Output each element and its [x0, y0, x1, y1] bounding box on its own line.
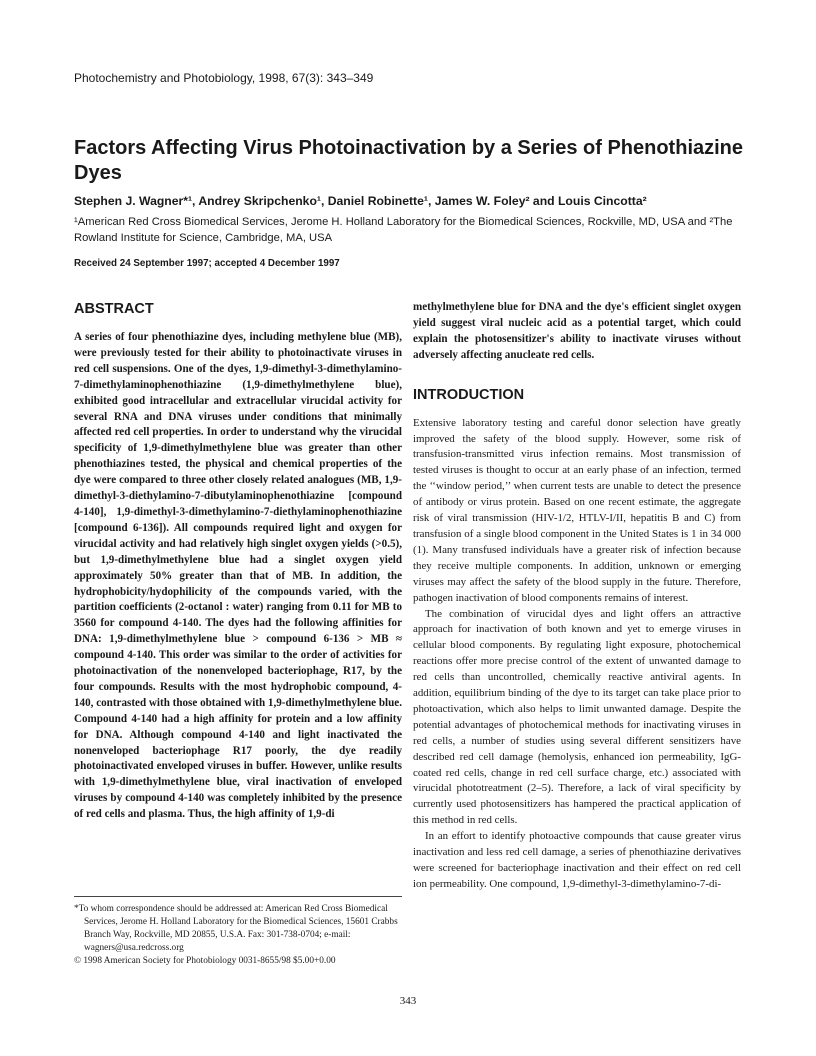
- right-column: [413, 300, 741, 893]
- intro-paragraph: Extensive laboratory testing and careful donor selection have greatly improved the safety of the blood supply. However, some risk of transfusion-transmitted virus infection remains. Most transmission of tested viruses is thought to occur at an early phase of an infection, termed the ‘‘window period,’’ when current tests are unable to detect the presence of antibody or virus protein. Based on one recent estimate, the aggregate risk of viral transmission (HIV-1/2, HTLV-I/II, hepatitis B and C) from transfusion of a single blood component in the United States is 1 in 34 000 (1). Many transfused individuals have a greater risk of infection because they receive multiple components. In addition, unknown or emerging viruses may affect the safety of the blood supply in the future. Therefore, pathogen inactivation of blood components remains of interest.: [413, 416, 741, 604]
- left-column: [74, 300, 402, 823]
- footnotes: [74, 903, 402, 968]
- introduction-heading: INTRODUCTION: [413, 386, 525, 403]
- journal-citation: Photochemistry and Photobiology, 1998, 67(3): 343–349: [74, 71, 374, 85]
- affiliations: ¹American Red Cross Biomedical Services, Jerome H. Holland Laboratory for the Biomedical Sciences, Rockville, MD, USA and ²The Rowland Institute for Science, Cambridge, MA, USA: [74, 216, 733, 244]
- abstract-continuation: methylmethylene blue for DNA and the dye's efficient singlet oxygen yield suggest viral nucleic acid as a potential target, which could explain the photosensitizer's ability to inactivate viruses without adversely affecting anucleate red cells.: [413, 301, 741, 361]
- abstract-heading: ABSTRACT: [74, 301, 154, 317]
- received-dates: Received 24 September 1997; accepted 4 December 1997: [74, 258, 340, 269]
- correspondence-footnote: *To whom correspondence should be addressed at: American Red Cross Biomedical Services, Jerome H. Holland Laboratory for the Biomedical Sciences, 15601 Crabbs Branch Way, Rockville, MD 20855, U.S.A. Fax: 301-738-0704; e-mail: wagners@usa.redcross.org: [74, 904, 398, 953]
- page-number: 343: [399, 995, 417, 1007]
- abstract-body: A series of four phenothiazine dyes, including methylene blue (MB), were previously tested for their ability to photoinactivate viruses in red cell suspensions. One of the dyes, 1,9-dimethyl-3-dimethylamino-7-dimethylaminophenothiazine (1,9-dimethylmethylene blue), exhibited good intracellular and extracellular virucidal activity for several RNA and DNA viruses under conditions that minimally affected red cell properties. In order to understand why the virucidal specificity of 1,9-dimethylmethylene blue was greater than other phenothiazines tested, the physical and chemical properties of the dye were compared to three other closely related analogues (MB, 1,9-dimethyl-3-diethylamino-7-dibutylaminophenothiazine [compound 4-140], 1,9-dimethyl-3-dimethylamino-7-diethylaminophenothiazine [compound 6-136]). All compounds required light and oxygen for virucidal activity and had relatively high singlet oxygen yields (>0.5), but 1,9-dimethylmethylene blue had a singlet oxygen yield approximately 50% greater than that of MB. In addition, the hydrophobicity/hydophilicity of the compounds varied, with the partition coefficients (2-octanol : water) ranging from 0.11 for MB to 3560 for compound 4-140. The dyes had the following affinities for DNA: 1,9-dimethylmethylene blue > compound 6-136 > MB ≈ compound 4-140. This order was similar to the order of activities for photoinactivation of the nonenveloped bacteriophage, R17, by the four compounds. Results with the most hydrophobic compound, 4-140, contrasted with those obtained with 1,9-dimethylmethylene blue. Compound 4-140 had a high affinity for protein and a low affinity for DNA. Although compound 4-140 and light inactivated the nonenveloped bacteriophage R17 poorly, the dye readily photoinactivated enveloped viruses in buffer. However, unlike results with 1,9-dimethylmethylene blue, viral inactivation of enveloped viruses by compound 4-140 was completely inhibited by the presence of red cells and plasma. Thus, the high affinity of 1,9-di: [74, 331, 402, 821]
- author-list: Stephen J. Wagner*¹, Andrey Skripchenko¹, Daniel Robinette¹, James W. Foley² and Louis Cincotta²: [74, 194, 647, 208]
- introduction-body: [413, 416, 741, 893]
- footnote-divider: [74, 896, 402, 897]
- article-title: Factors Affecting Virus Photoinactivation by a Series of Phenothiazine Dyes: [74, 137, 744, 184]
- intro-paragraph: The combination of virucidal dyes and light offers an attractive approach for inactivation of both known and yet to emerge viruses in cellular blood components. By regulating light exposure, photochemical reactions offer more precise control of the extent of unwanted damage to red cells than uncontrolled, chemically reactive antiviral agents. In addition, equilibrium binding of the dye to its target can take place prior to photoactivation, which also helps to limit unwanted damage. Despite the potential advantages of photochemical methods for inactivating viruses in red cells, a number of studies using several different sensitizers have described red cell damage (hemolysis, enhanced ion permeability, IgG-coated red cells, change in red cell surface charge, etc.) associated with virucidal phototreatment (2–5). Therefore, a lack of viral specificity by currently used photosensitizers has hampered the practical application of this method in red cells.: [413, 607, 741, 827]
- intro-paragraph: In an effort to identify photoactive compounds that cause greater virus inactivation and less red cell damage, a series of phenothiazine derivatives were screened for bacteriophage inactivation and their effect on red cell ion permeability. One compound, 1,9-dimethyl-3-dimethylamino-7-di-: [413, 830, 741, 890]
- copyright-line: © 1998 American Society for Photobiology 0031-8655/98 $5.00+0.00: [74, 956, 336, 966]
